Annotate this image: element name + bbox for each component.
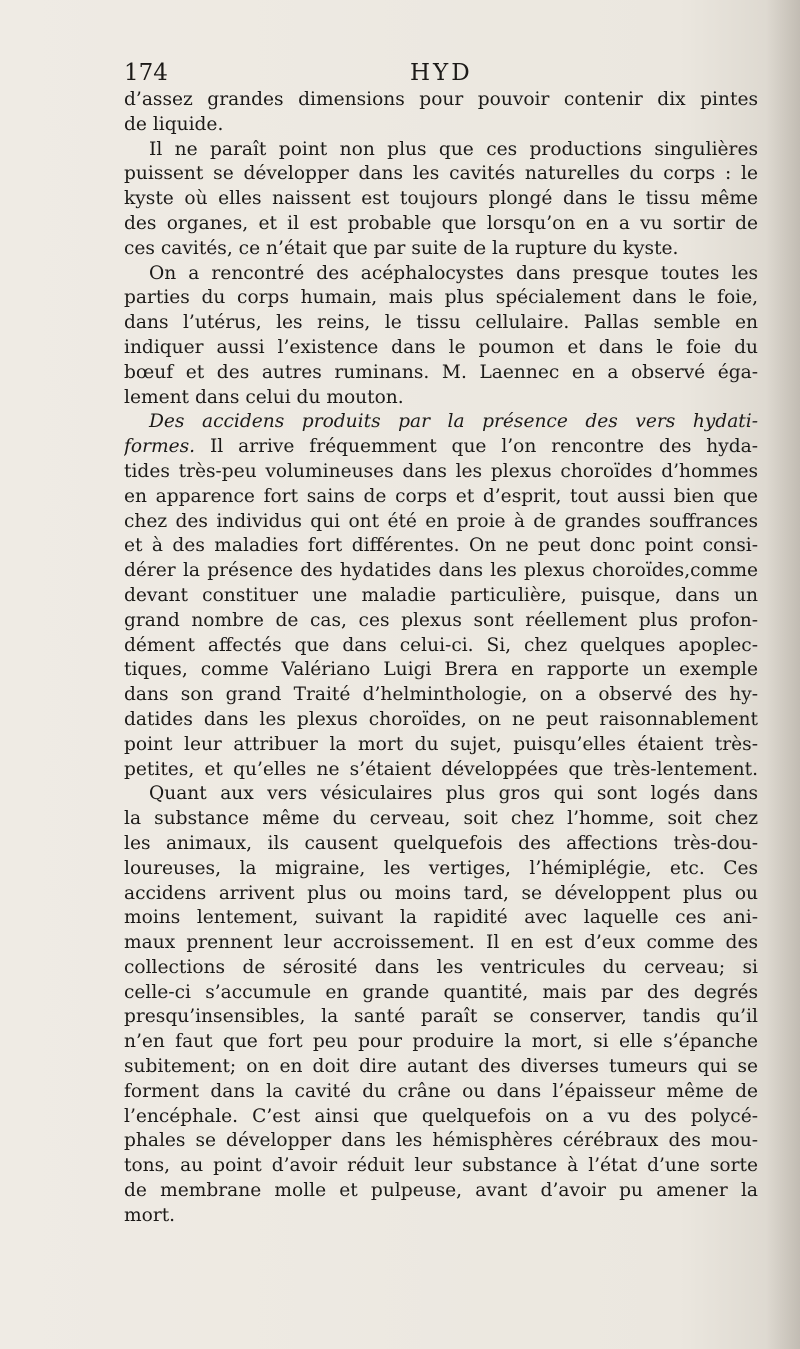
- text-line: dément affectés que dans celui-ci. Si, chez quelques apoplec-: [124, 634, 758, 656]
- body-text: [124, 88, 758, 1229]
- text-line: Il ne paraît point non plus que ces productions singulières: [149, 138, 758, 160]
- running-head: HYD: [410, 60, 473, 86]
- text-line: [124, 410, 758, 435]
- text-line: parties du corps humain, mais plus spécialement dans le foie,: [124, 287, 758, 309]
- text-line: moins lentement, suivant la rapidité avec laquelle ces ani-: [124, 907, 758, 929]
- text-line: bœuf et des autres ruminans. M. Laennec en a observé éga-: [124, 361, 758, 383]
- text-line: grand nombre de cas, ces plexus sont réellement plus profon-: [124, 609, 758, 631]
- text-line: mort.: [124, 1204, 176, 1226]
- text-line: et à des maladies fort différentes. On ne peut donc point consi-: [124, 535, 758, 557]
- text-line: kyste où elles naissent est toujours plongé dans le tissu même: [124, 188, 758, 210]
- text-line: maux prennent leur accroissement. Il en est d’eux comme des: [124, 932, 758, 954]
- text-line: dans son grand Traité d’helminthologie, on a observé des hy-: [124, 684, 758, 706]
- page-header: [124, 58, 760, 88]
- text-line: l’encéphale. C’est ainsi que quelquefois on a vu des polycé-: [124, 1105, 758, 1127]
- section-heading-end: formes.: [124, 436, 196, 458]
- text-line: celle-ci s’accumule en grande quantité, mais par des degrés: [124, 981, 758, 1003]
- text-line: lement dans celui du mouton.: [124, 386, 404, 408]
- text-line: forment dans la cavité du crâne ou dans l’épaisseur même de: [124, 1080, 758, 1102]
- text-line: dérer la présence des hydatides dans les plexus choroïdes,comme: [124, 560, 758, 582]
- text-line: d’assez grandes dimensions pour pouvoir contenir dix pintes: [124, 89, 758, 110]
- text-line: la substance même du cerveau, soit chez l’homme, soit chez: [124, 808, 758, 830]
- text-line: chez des individus qui ont été en proie à de grandes souffrances: [124, 510, 758, 532]
- text-line: subitement; on en doit dire autant des diverses tumeurs qui se: [124, 1056, 758, 1078]
- text-line: en apparence fort sains de corps et d’esprit, tout aussi bien que: [124, 485, 758, 507]
- text-line: petites, et qu’elles ne s’étaient développées que très-lentement.: [124, 758, 758, 780]
- text-line: de membrane molle et pulpeuse, avant d’avoir pu amener la: [124, 1180, 758, 1202]
- text-line: tiques, comme Valériano Luigi Brera en rapporte un exemple: [124, 659, 758, 681]
- page-number: 174: [124, 60, 168, 86]
- text-line: devant constituer une maladie particulière, puisque, dans un: [124, 584, 758, 606]
- text-line: Quant aux vers vésiculaires plus gros qui sont logés dans: [149, 783, 758, 805]
- text-line: phales se développer dans les hémisphères cérébraux des mou-: [124, 1130, 758, 1152]
- text-line: loureuses, la migraine, les vertiges, l’hémiplégie, etc. Ces: [124, 857, 758, 879]
- text-line: datides dans les plexus choroïdes, on ne peut raisonnablement: [124, 708, 758, 730]
- text-line: des organes, et il est probable que lorsqu’on en a vu sortir de: [124, 212, 758, 234]
- text-line: dans l’utérus, les reins, le tissu cellulaire. Pallas semble en: [124, 312, 758, 334]
- text-line: ces cavités, ce n’était que par suite de la rupture du kyste.: [124, 237, 679, 259]
- text-line: indiquer aussi l’existence dans le poumon et dans le foie du: [124, 336, 758, 358]
- section-heading: Des accidens produits par la présence des vers hydati-: [149, 411, 758, 433]
- page-gutter-shadow: [766, 0, 800, 1349]
- text-line: de liquide.: [124, 113, 224, 135]
- text-line: accidens arrivent plus ou moins tard, se développent plus ou: [124, 882, 758, 904]
- text-line: tons, au point d’avoir réduit leur substance à l’état d’une sorte: [124, 1155, 758, 1177]
- text-line: formes. Il arrive fréquemment que l’on rencontre des hyda-: [124, 436, 758, 458]
- text-line: On a rencontré des acéphalocystes dans presque toutes les: [149, 262, 758, 284]
- text-line: point leur attribuer la mort du sujet, puisqu’elles étaient très-: [124, 733, 758, 755]
- text-line: puissent se développer dans les cavités naturelles du corps : le: [124, 163, 758, 185]
- text-line: les animaux, ils causent quelquefois des affections très-dou-: [124, 832, 758, 854]
- text-line: collections de sérosité dans les ventricules du cerveau; si: [124, 956, 758, 978]
- text-line: n’en faut que fort peu pour produire la mort, si elle s’épanche: [124, 1031, 758, 1053]
- text-line: tides très-peu volumineuses dans les plexus choroïdes d’hommes: [124, 460, 758, 482]
- text-line: presqu’insensibles, la santé paraît se conserver, tandis qu’il: [124, 1006, 758, 1028]
